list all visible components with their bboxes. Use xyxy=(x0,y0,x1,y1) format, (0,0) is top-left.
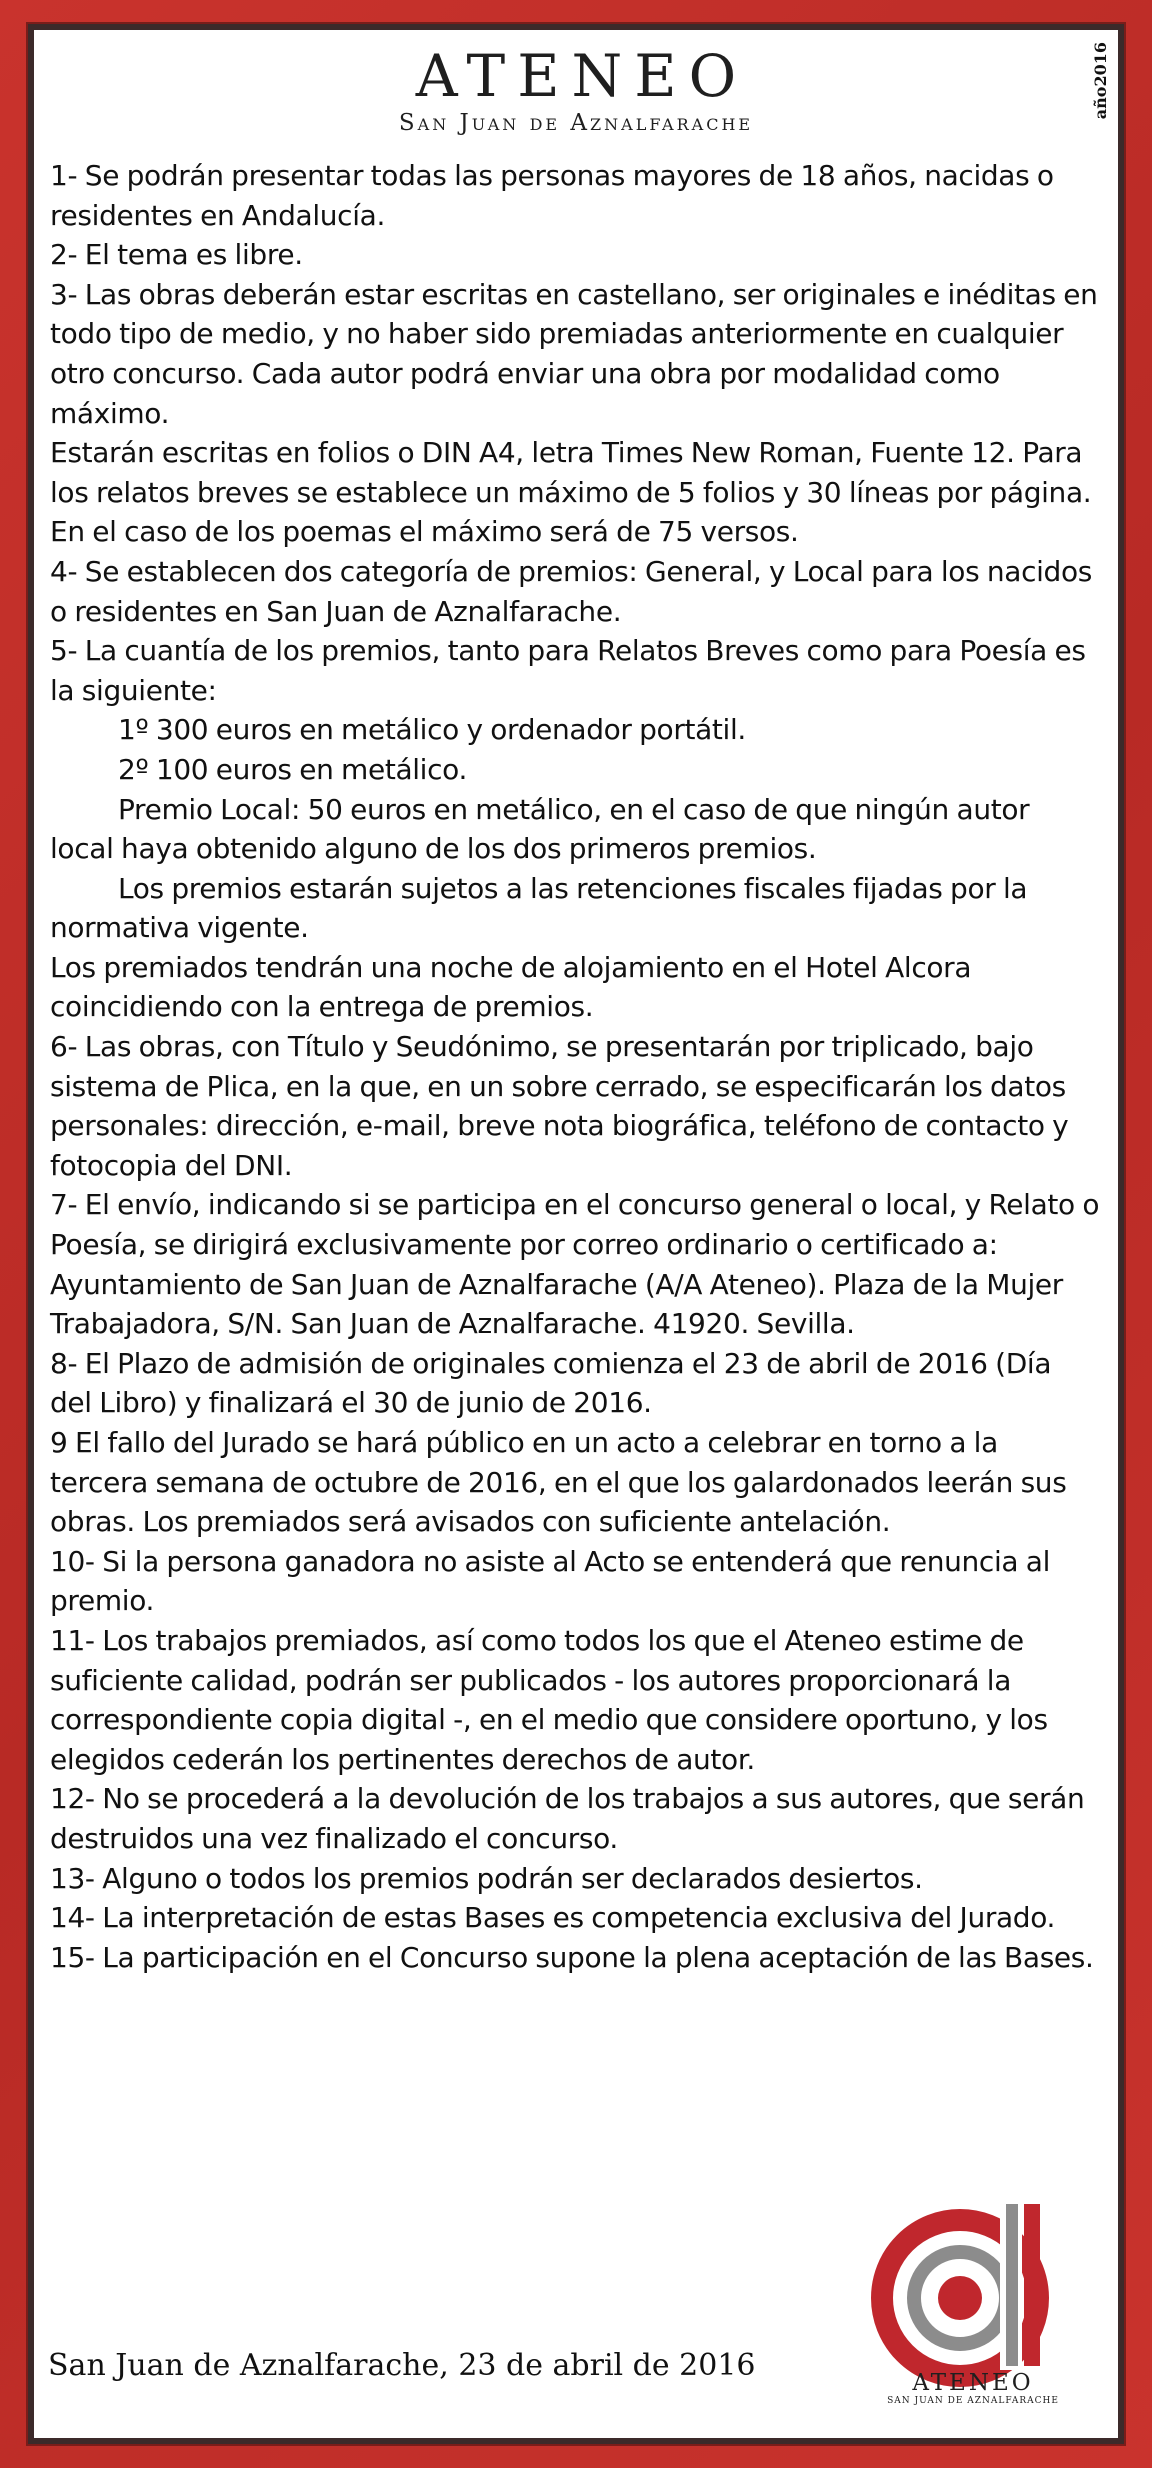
prize-taxes: Los premios estarán sujetos a las retenciones fiscales fijadas por la normativa vigente. xyxy=(50,871,1028,945)
prize-second: 2º 100 euros en metálico. xyxy=(118,752,467,786)
brand-title: ATENEO xyxy=(415,42,749,110)
prize-hotel: Los premiados tendrán una noche de alojamiento en el Hotel Alcora coincidiendo con la entrega de premios. xyxy=(50,950,972,1024)
base-2: 2- El tema es libre. xyxy=(50,238,303,272)
base-14: 14- La interpretación de estas Bases es competencia exclusiva del Jurado. xyxy=(50,1901,1056,1935)
base-10: 10- Si la persona ganadora no asiste al Acto se entenderá que renuncia al premio. xyxy=(50,1544,1051,1618)
document-panel xyxy=(28,24,1124,2444)
base-5: 5- La cuantía de los premios, tanto para Relatos Breves como para Poesía es la siguiente: xyxy=(50,634,1086,707)
logo-name: ATENEO xyxy=(912,2370,1034,2396)
base-11: 11- Los trabajos premiados, así como todos los que el Ateneo estime de suficiente calidad, podrán ser publicados - los autores proporcionará la correspondiente copia digital -, en el medio que considere oportuno, y los elegidos cederán los pertinentes derechos de autor. xyxy=(50,1623,1048,1776)
base-3-format: Estarán escritas en folios o DIN A4, letra Times New Roman, Fuente 12. Para los relatos breves se establece un máximo de 5 folios y 30 líneas por página. En el caso de los poemas el máximo será de 75 versos. xyxy=(50,436,1092,549)
base-1: 1- Se podrán presentar todas las personas mayores de 18 años, nacidas o residentes en Andalucía. xyxy=(50,159,1054,232)
logo-bar-gray xyxy=(1006,2204,1018,2366)
base-13: 13- Alguno o todos los premios podrán ser declarados desiertos. xyxy=(50,1861,923,1895)
base-9: 9 El fallo del Jurado se hará público en un acto a celebrar en torno a la tercera semana de octubre de 2016, en el que los galardonados leerán sus obras. Los premiados será avisados con suficiente antelación. xyxy=(50,1426,1067,1539)
base-8: 8- El Plazo de admisión de originales comienza el 23 de abril de 2016 (Día del Libro) y finalizará el 30 de junio de 2016. xyxy=(50,1346,1052,1420)
year-tag: año2016 xyxy=(1091,42,1110,120)
base-4: 4- Se establecen dos categoría de premios: General, y Local para los nacidos o residentes en San Juan de Aznalfarache. xyxy=(50,554,1092,628)
header xyxy=(34,44,1118,138)
logo-center xyxy=(938,2276,982,2320)
base-3: 3- Las obras deberán estar escritas en castellano, ser originales e inéditas en todo tipo de medio, y no haber sido premiadas anteriormente en cualquier otro concurso. Cada autor podrá enviar una obra por modalidad como máximo. xyxy=(50,277,1098,430)
logo-bar-red xyxy=(1024,2204,1040,2366)
base-15: 15- La participación en el Concurso supone la plena aceptación de las Bases. xyxy=(50,1940,1094,1974)
place-date: San Juan de Aznalfarache, 23 de abril de 2016 xyxy=(48,2348,756,2383)
brand-subtitle: San Juan de Aznalfarache xyxy=(398,110,754,136)
prize-local: Premio Local: 50 euros en metálico, en el caso de que ningún autor local haya obtenido alguno de los dos primeros premios. xyxy=(50,792,1030,866)
base-6: 6- Las obras, con Título y Seudónimo, se presentarán por triplicado, bajo sistema de Plica, en la que, en un sobre cerrado, se especificarán los datos personales: dirección, e-mail, breve nota biográfica, teléfono de contacto y fotocopia del DNI. xyxy=(50,1030,1069,1182)
base-7: 7- El envío, indicando si se participa en el concurso general o local, y Relato o Poesía, se dirigirá exclusivamente por correo ordinario o certificado a: Ayuntamiento de San Juan de Aznalfarache (A/A Ateneo). Plaza de la Mujer Trabajadora, S/N. San Juan de Aznalfarache. 41920. Sevilla. xyxy=(50,1188,1100,1341)
logo-subtitle: SAN JUAN DE AZNALFARACHE xyxy=(887,2396,1059,2406)
prize-first: 1º 300 euros en metálico y ordenador portátil. xyxy=(118,713,746,747)
base-12: 12- No se procederá a la devolución de los trabajos a sus autores, que serán destruidos una vez finalizado el concurso. xyxy=(50,1782,1085,1855)
bases-text xyxy=(50,156,1100,1977)
